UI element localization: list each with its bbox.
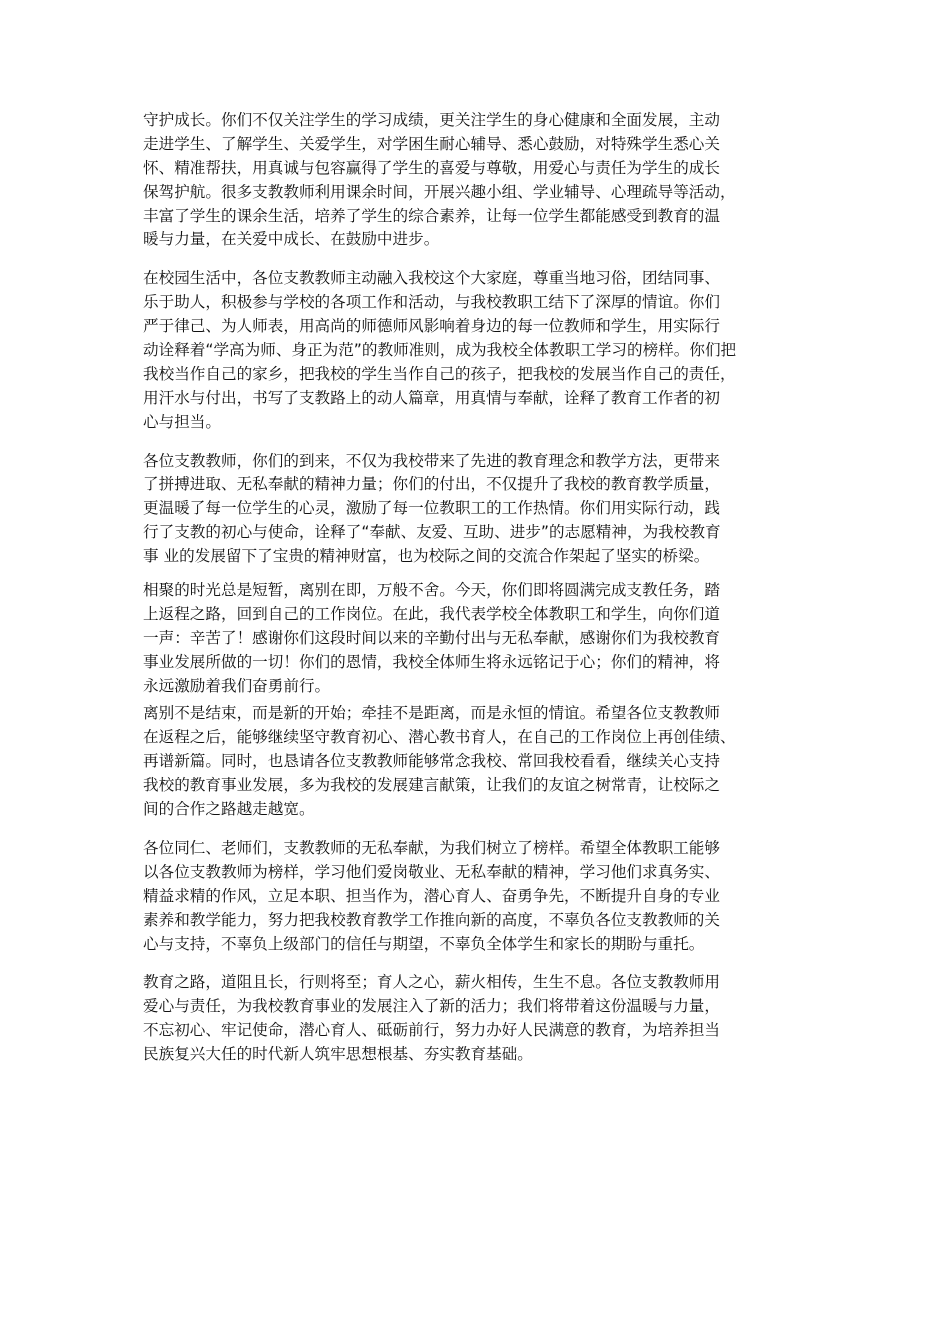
text-line: 相聚的时光总是短暂，离别在即，万般不舍。今天，你们即将圆满完成支教任务，踏: [143, 581, 720, 600]
text-line: 在校园生活中，各位支教教师主动融入我校这个大家庭，尊重当地习俗，团结同事、: [143, 269, 720, 288]
text-line: 怀、精准帮扶，用真诚与包容赢得了学生的喜爱与尊敬，用爱心与责任为学生的成长: [143, 158, 720, 177]
paragraph-7: [143, 971, 823, 1067]
paragraph-5: [143, 702, 823, 821]
text-line: 动诠释着“学高为师、身正为范”的教师准则，成为我校全体教职工学习的榜样。你们把: [143, 341, 737, 360]
text-line: 素养和教学能力，努力把我校教育教学工作推向新的高度，不辜负各位支教教师的关: [143, 910, 720, 929]
text-line: 不忘初心、牢记使命，潜心育人、砥砺前行，努力办好人民满意的教育，为培养担当: [143, 1021, 720, 1040]
text-line: 严于律己、为人师表，用高尚的师德师风影响着身边的每一位教师和学生，用实际行: [143, 317, 720, 336]
text-line: 永远激励着我们奋勇前行。: [143, 676, 331, 695]
text-line: 心与支持，不辜负上级部门的信任与期望，不辜负全体学生和家长的期盼与重托。: [143, 934, 705, 953]
text-line: 我校的教育事业发展，多为我校的发展建言献策，让我们的友谊之树常青，让校际之: [143, 776, 720, 795]
text-line: 我校当作自己的家乡，把我校的学生当作自己的孩子，把我校的发展当作自己的责任，: [143, 364, 736, 383]
text-line: 上返程之路，回到自己的工作岗位。在此，我代表学校全体教职工和学生，向你们道: [143, 604, 720, 623]
text-line: 各位支教教师，你们的到来，不仅为我校带来了先进的教育理念和教学方法，更带来: [143, 451, 720, 470]
paragraph-4: [143, 579, 823, 698]
text-line: 用汗水与付出，书写了支教路上的动人篇章，用真情与奉献，诠释了教育工作者的初: [143, 388, 720, 407]
text-line: 爱心与责任，为我校教育事业的发展注入了新的活力；我们将带着这份温暖与力量，: [143, 997, 720, 1016]
paragraph-2: [143, 267, 823, 434]
text-line: 再谱新篇。同时，也恳请各位支教教师能够常念我校、常回我校看看，继续关心支持: [143, 752, 720, 771]
text-line: 事业发展所做的一切！你们的恩情，我校全体师生将永远铭记于心；你们的精神，将: [143, 652, 720, 671]
text-line: 精益求精的作风，立足本职、担当作为，潜心育人、奋勇争先，不断提升自身的专业: [143, 886, 720, 905]
text-line: 心与担当。: [143, 412, 221, 431]
text-line: 走进学生、了解学生、关爱学生，对学困生耐心辅导、悉心鼓励，对特殊学生悉心关: [143, 134, 720, 153]
text-line: 离别不是结束，而是新的开始；牵挂不是距离，而是永恒的情谊。希望各位支教教师: [143, 704, 720, 723]
text-line: 了拼搏进取、无私奉献的精神力量；你们的付出，不仅提升了我校的教育教学质量，: [143, 475, 720, 494]
text-line: 守护成长。你们不仅关注学生的学习成绩，更关注学生的身心健康和全面发展，主动: [143, 111, 720, 129]
text-line: 更温暖了每一位学生的心灵，激励了每一位教职工的工作热情。你们用实际行动，践: [143, 499, 720, 518]
text-line: 事 业的发展留下了宝贵的精神财富，也为校际之间的交流合作架起了坚实的桥梁。: [143, 547, 710, 566]
text-line: 一声：辛苦了！感谢你们这段时间以来的辛勤付出与无私奉献，感谢你们为我校教育: [143, 628, 720, 647]
text-line: 教育之路，道阻且长，行则将至；育人之心，薪火相传，生生不息。各位支教教师用: [143, 973, 720, 992]
paragraph-6: [143, 837, 823, 956]
document-page: [143, 109, 823, 1067]
text-line: 在返程之后，能够继续坚守教育初心、潜心教书育人，在自己的工作岗位上再创佳绩、: [143, 728, 736, 747]
text-line: 各位同仁、老师们，支教教师的无私奉献，为我们树立了榜样。希望全体教职工能够: [143, 838, 720, 857]
text-line: 保驾护航。很多支教教师利用课余时间，开展兴趣小组、学业辅导、心理疏导等活动，: [143, 182, 736, 201]
text-line: 以各位支教教师为榜样，学习他们爱岗敬业、无私奉献的精神，学习他们求真务实、: [143, 862, 720, 881]
text-line: 暖与力量，在关爱中成长、在鼓励中进步。: [143, 230, 440, 249]
text-line: 民族复兴大任的时代新人筑牢思想根基、夯实教育基础。: [143, 1045, 533, 1064]
paragraph-3: [143, 450, 823, 569]
text-line: 乐于助人，积极参与学校的各项工作和活动，与我校教职工结下了深厚的情谊。你们: [143, 293, 720, 312]
text-line: 丰富了学生的课余生活，培养了学生的综合素养，让每一位学生都能感受到教育的温: [143, 206, 720, 225]
text-line: 间的合作之路越走越宽。: [143, 800, 315, 819]
text-line: 行了支教的初心与使命，诠释了“奉献、友爱、互助、进步”的志愿精神，为我校教育: [143, 523, 721, 542]
paragraph-1: [143, 109, 823, 252]
